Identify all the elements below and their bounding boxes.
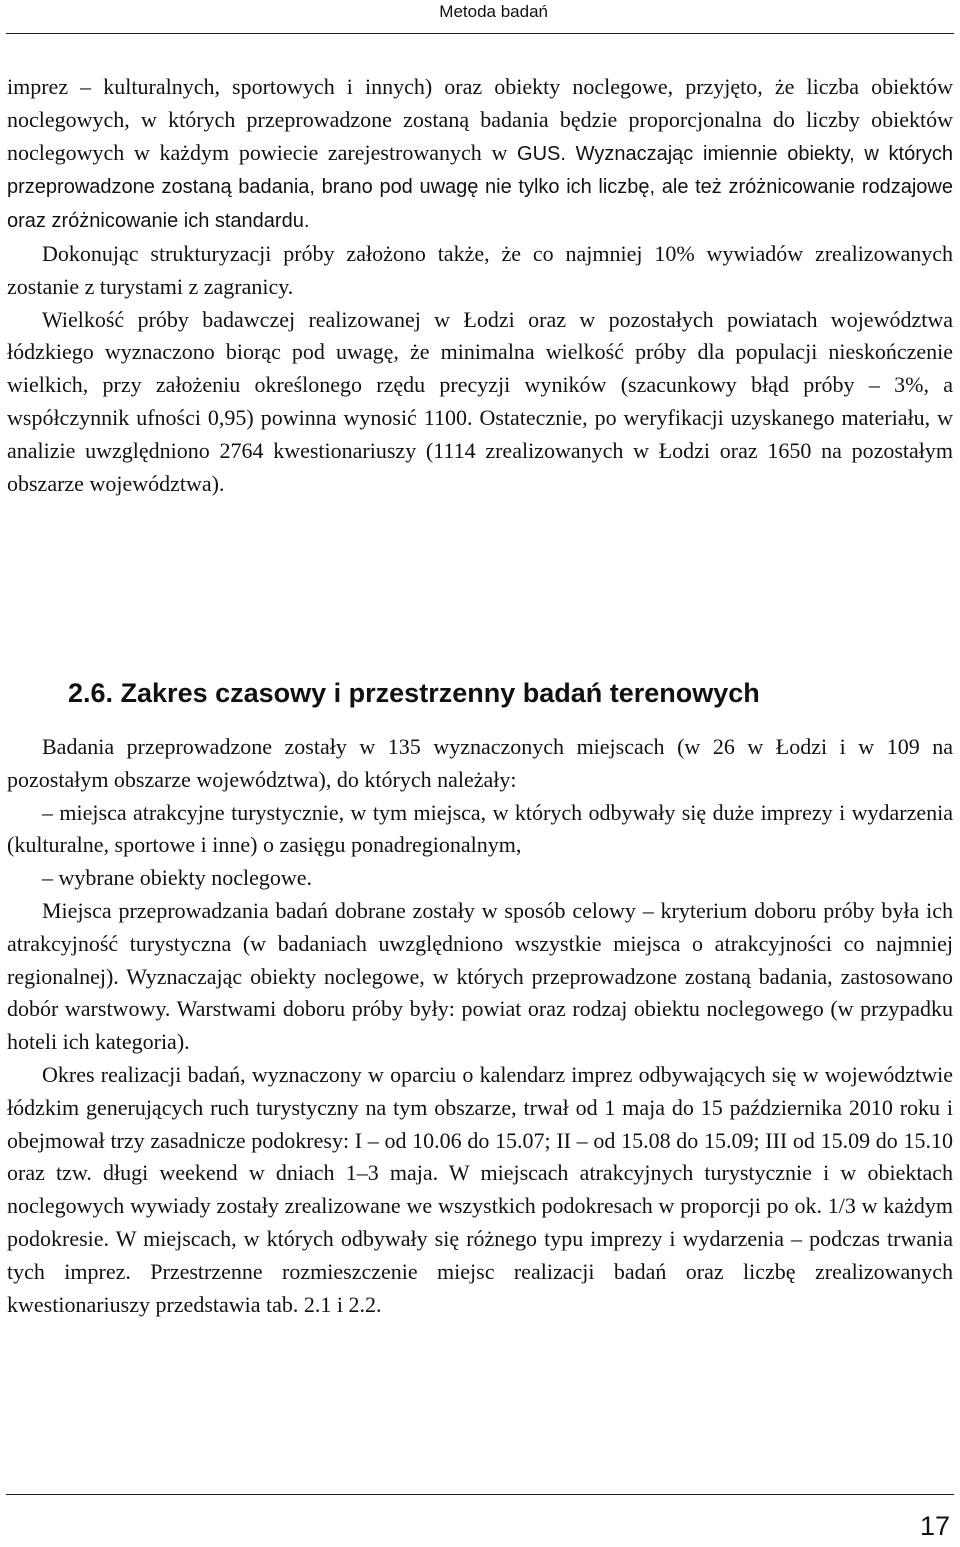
page-number: 17 <box>919 1511 950 1541</box>
paragraph-sample-structure <box>7 71 953 238</box>
paragraph-study-period: Okres realizacji badań, wyznaczony w oparciu o kalendarz imprez odbywających się w województwie łódzkim generujących ruch turystyczny na tym obszarze, trwał od 1 maja do 15 października 2010 roku i obejmował trzy zasadnicze podokresy: I – od 10.06 do 15.07; II – od 15.08 do 15.09; III od 15.09 do 15.10 oraz tzw. długi weekend w dniach 1–3 maja. W miejscach atrakcyjnych turystycznie i w obiektach noclegowych wywiady zostały zrealizowane we wszystkich podokresach w proporcji po ok. 1/3 w każdym podokresie. W miejscach, w których odbywały się różnego typu imprezy i wydarzenia – podczas trwania tych imprez. Przestrzenne rozmieszczenie miejsc realizacji badań oraz liczbę zrealizowanych kwestionariuszy przedstawia tab. 2.1 i 2.2. <box>7 1061 953 1317</box>
paragraph-study-locations: Badania przeprowadzone zostały w 135 wyznaczonych miejscach (w 26 w Łodzi i w 109 na pozostałym obszarze województwa), do których należały: <box>7 734 953 792</box>
text-block-scope <box>7 731 953 1321</box>
paragraph-sample-structure-serif: imprez – kulturalnych, sportowych i innych) oraz obiekty noclegowe, przyjęto, że liczba obiektów noclegowych, w których przeprowadzone zostaną badania będzie proporcjonalna do liczby obiektów noclegowych w każdym powiecie zarejestrowanych w <box>7 74 953 165</box>
text-block-sampling <box>7 71 953 500</box>
paragraph-sample-size: Wielkość próby badawczej realizowanej w Łodzi oraz w pozostałych powiatach województwa łódzkiego wyznaczono biorąc pod uwagę, że minimalna wielkość próby dla populacji nieskończenie wielkich, przy założeniu określonego rzędu precyzji wyników (szacunkowy błąd próby – 3%, a współczynnik ufności 0,95) powinna wynosić 1100. Ostatecznie, po weryfikacji uzyskanego materiału, w analizie uwzględniono 2764 kwestionariuszy (1114 zrealizowanych w Łodzi oraz 1650 na pozostałym obszarze województwa). <box>7 306 953 496</box>
running-header-title: Metoda badań <box>439 2 548 21</box>
list-item-accommodation: – wybrane obiekty noclegowe. <box>42 865 313 891</box>
header-rule <box>6 33 954 34</box>
page-header <box>0 0 960 36</box>
list-item-attractive-places: – miejsca atrakcyjne turystycznie, w tym miejsca, w których odbywały się duże imprezy i wydarzenia (kulturalne, sportowe i inne) o zasięgu ponadregionalnym, <box>7 799 953 858</box>
paragraph-site-selection: Miejsca przeprowadzania badań dobrane zostały w sposób celowy – kryterium doboru próby była ich atrakcyjność turystyczna (w badaniach uwzględniono wszystkie miejsca o atrakcyjności co najmniej regionalnej). Wyznaczając obiekty noclegowe, w których przeprowadzone zostaną badania, zastosowano dobór warstwowy. Warstwami doboru próby były: powiat oraz rodzaj obiektu noclegowego (w przypadku hoteli ich kategoria). <box>7 897 953 1055</box>
paragraph-sample-structure-sans: GUS. Wyznaczając imiennie obiekty, w których przeprowadzone zostaną badania, brano pod uwagę nie tylko ich liczbę, ale też zróżnicowanie rodzajowe oraz zróżnicowanie ich standardu. <box>7 142 954 233</box>
section-heading: 2.6. Zakres czasowy i przestrzenny badań terenowych <box>68 678 760 709</box>
footer-rule <box>6 1494 954 1495</box>
paragraph-foreign-tourists: Dokonując strukturyzacji próby założono także, że co najmniej 10% wywiadów zrealizowanych zostanie z turystami z zagranicy. <box>7 240 953 299</box>
